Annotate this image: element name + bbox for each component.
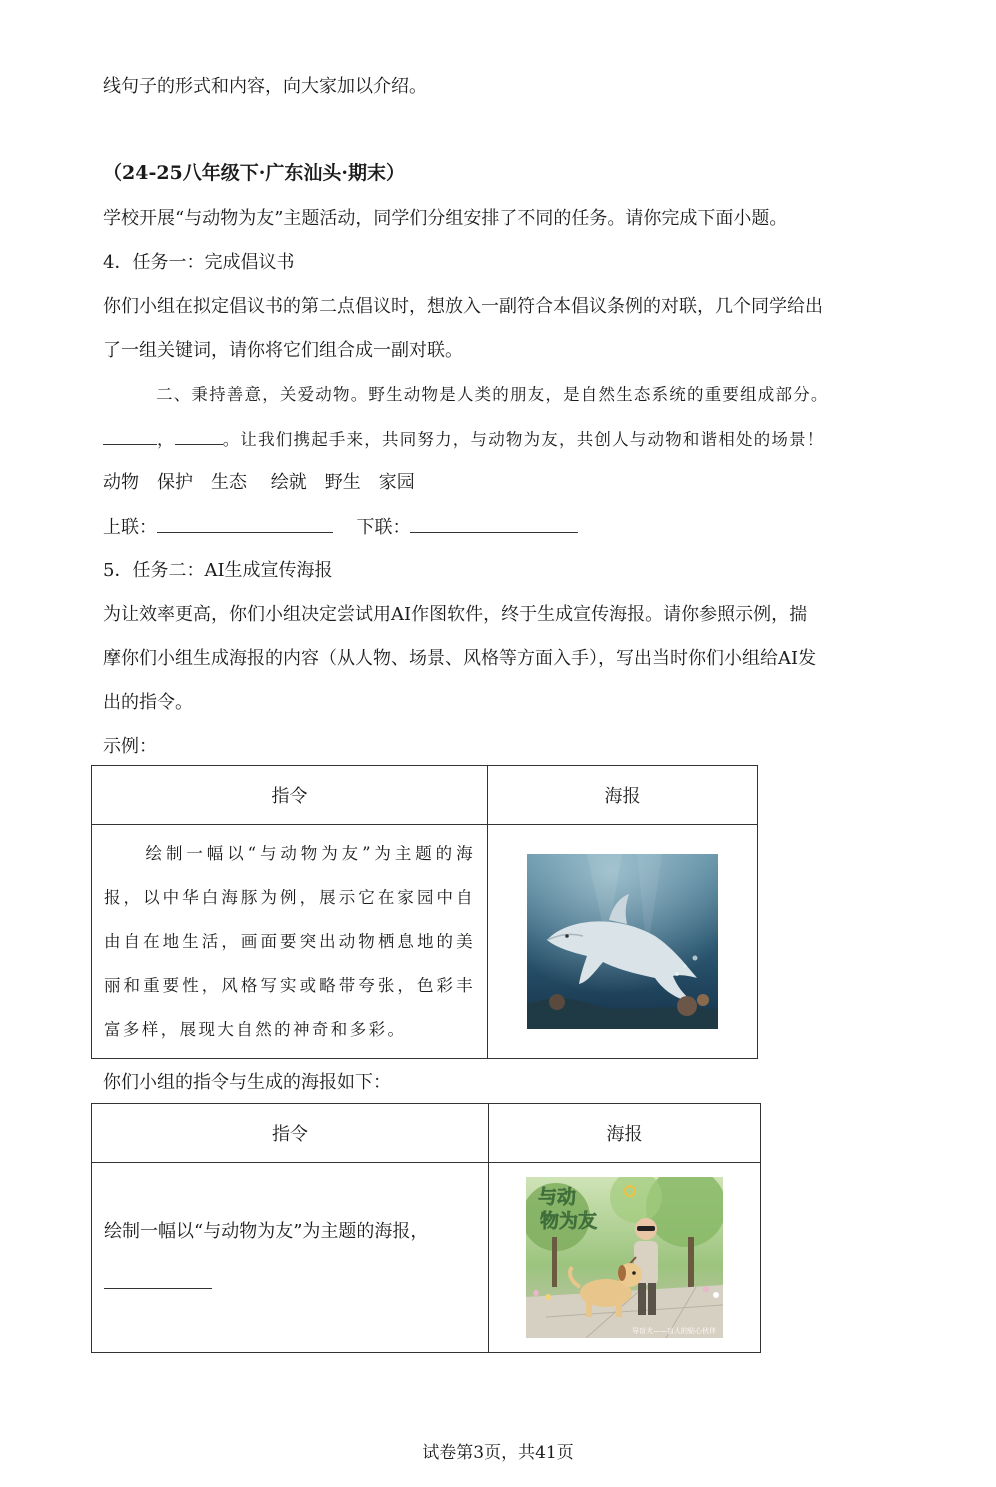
q4-desc-line1: 你们小组在拟定倡议书的第二点倡议时，想放入一副符合本倡议条例的对联，几个同学给出 bbox=[103, 296, 823, 317]
group-label: 你们小组的指令与生成的海报如下： bbox=[103, 1072, 391, 1093]
poster-caption: 导盲犬——盲人的贴心伙伴 bbox=[632, 1327, 716, 1335]
example-cmd-cell bbox=[92, 825, 488, 1059]
q5-desc-line1: 为让效率更高，你们小组决定尝试用AI作图软件，终于生成宣传海报。请你参照示例，揣 bbox=[103, 604, 808, 625]
dolphin-poster-image bbox=[527, 854, 718, 1029]
couplet-blank-1[interactable] bbox=[103, 426, 157, 445]
couplet-blank-2[interactable] bbox=[175, 426, 223, 445]
upper-couplet-blank[interactable] bbox=[157, 514, 333, 533]
example-header-cmd: 指令 bbox=[92, 766, 488, 825]
proposal-line1: 二、秉持善意，关爱动物。野生动物是人类的朋友，是自然生态系统的重要组成部分。 bbox=[156, 385, 829, 404]
poster-title-line1: 与动 bbox=[538, 1186, 577, 1208]
q4-desc-line2: 了一组关键词，请你将它们组合成一副对联。 bbox=[103, 340, 463, 361]
q5-title: 5．任务二：AI生成宣传海报 bbox=[103, 560, 333, 581]
guide-dog-poster-image bbox=[526, 1177, 723, 1338]
group-poster-cell bbox=[489, 1163, 761, 1353]
proposal-separator: ， bbox=[157, 430, 175, 449]
poster-title-line2: 物为友 bbox=[540, 1210, 598, 1232]
lower-couplet-blank[interactable] bbox=[410, 514, 578, 533]
group-header-poster: 海报 bbox=[489, 1104, 761, 1163]
group-cmd-blank[interactable] bbox=[104, 1270, 212, 1289]
page-footer: 试卷第3页，共41页 bbox=[422, 1443, 574, 1463]
upper-couplet-label: 上联： bbox=[103, 517, 157, 538]
example-poster-cell bbox=[488, 825, 758, 1059]
group-cmd-text: 绘制一幅以“与动物为友”为主题的海报， bbox=[104, 1220, 429, 1242]
group-cmd-cell bbox=[92, 1163, 489, 1353]
example-table bbox=[91, 765, 758, 1059]
lower-couplet-label: 下联： bbox=[356, 517, 411, 538]
q5-desc-line2: 摩你们小组生成海报的内容（从人物、场景、风格等方面入手），写出当时你们小组给AI发 bbox=[103, 648, 817, 669]
section-heading: （24-25八年级下·广东汕头·期末） bbox=[103, 162, 405, 184]
keyword-list: 动物 保护 生态 绘就 野生 家园 bbox=[103, 472, 415, 493]
example-header-poster: 海报 bbox=[488, 766, 758, 825]
example-cmd-text: 绘制一幅以“与动物为友”为主题的海报，以中华白海豚为例，展示它在家园中自由自在地生活，画面要突出动物栖息地的美丽和重要性，风格写实或略带夸张，色彩丰富多样，展现大自然的神奇和多彩。 bbox=[104, 843, 475, 1039]
group-table bbox=[91, 1103, 761, 1353]
lead-paragraph: 学校开展“与动物为友”主题活动，同学们分组安排了不同的任务。请你完成下面小题。 bbox=[103, 208, 788, 229]
group-header-cmd: 指令 bbox=[92, 1104, 489, 1163]
example-label: 示例： bbox=[103, 736, 157, 757]
q4-title: 4．任务一：完成倡议书 bbox=[103, 252, 295, 273]
couplet-answer-row bbox=[103, 514, 578, 541]
q5-desc-line3: 出的指令。 bbox=[103, 692, 193, 713]
intro-tail: 线句子的形式和内容，向大家加以介绍。 bbox=[103, 76, 427, 97]
proposal-line2 bbox=[103, 426, 825, 453]
proposal-line2-tail: 。让我们携起手来，共同努力，与动物为友，共创人与动物和谐相处的场景！ bbox=[222, 430, 825, 449]
